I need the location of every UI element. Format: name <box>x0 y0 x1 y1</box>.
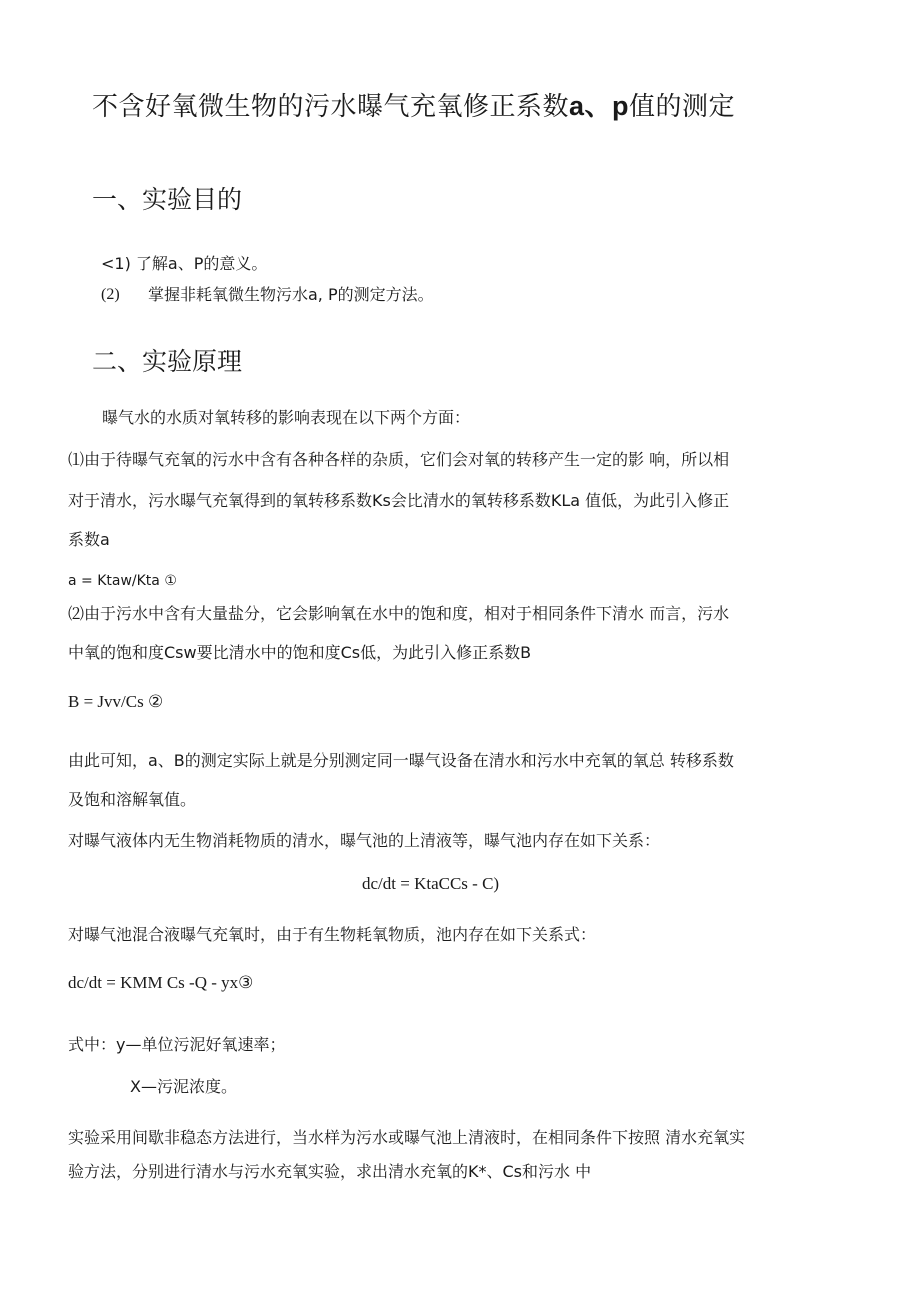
where-x: X—污泥浓度。 <box>130 1077 237 1096</box>
section-heading-purpose: 一、实验目的 <box>92 185 243 214</box>
equation-1: a = Ktaw/Kta ① <box>68 573 177 589</box>
para6-line-1: 实验采用间歇非稳态方法进行，当水样为污水或曝气池上清液时，在相同条件下按照 清水充氧实 <box>68 1128 746 1147</box>
para2-line-1: ⑵由于污水中含有大量盐分，它会影响氧在水中的饱和度，相对于相同条件下清水 而言，污水 <box>68 604 730 623</box>
title-latin: a、p <box>569 91 630 121</box>
purpose-item-1: <1) 了解a、P的意义。 <box>101 254 268 273</box>
document-title <box>92 84 735 123</box>
equation-3: dc/dt = KtaCCs - C) <box>362 874 500 893</box>
para5: 对曝气池混合液曝气充氧时，由于有生物耗氧物质，池内存在如下关系式： <box>68 925 597 944</box>
para1-line-3: 系数a <box>68 530 110 549</box>
equation-2: B = Jvv/Cs ② <box>68 692 164 711</box>
title-suffix: 值的测定 <box>629 92 736 122</box>
para2-line-2: 中氧的饱和度Csw要比清水中的饱和度Cs低，为此引入修正系数B <box>68 643 532 662</box>
purpose-item-2-text: 掌握非耗氧微生物污水a, P的测定方法。 <box>148 285 434 304</box>
para3-line-2: 及饱和溶解氧值。 <box>68 790 197 809</box>
principle-intro: 曝气水的水质对氧转移的影响表现在以下两个方面： <box>102 408 471 427</box>
section-heading-principle: 二、实验原理 <box>92 347 243 376</box>
para6-line-2: 验方法，分别进行清水与污水充氧实验，求出清水充氧的K*、Cs和污水 中 <box>68 1162 592 1181</box>
equation-4: dc/dt = KMM Cs -Q - yx③ <box>68 973 254 992</box>
para4: 对曝气液体内无生物消耗物质的清水，曝气池的上清液等，曝气池内存在如下关系： <box>68 831 661 850</box>
para1-line-2: 对于清水，污水曝气充氧得到的氧转移系数Ks会比清水的氧转移系数KLa 值低，为此引入修正 <box>68 491 730 510</box>
title-prefix: 不含好氧微生物的污水曝气充氧修正系数 <box>92 92 570 122</box>
where-y: 式中：y—单位污泥好氧速率； <box>68 1035 286 1054</box>
para1-line-1: ⑴由于待曝气充氧的污水中含有各种各样的杂质，它们会对氧的转移产生一定的影 响，所以相 <box>68 450 730 469</box>
para3-line-1: 由此可知，a、B的测定实际上就是分别测定同一曝气设备在清水和污水中充氧的氧总 转移系数 <box>68 751 734 770</box>
purpose-item-2-number: (2) <box>101 286 120 303</box>
